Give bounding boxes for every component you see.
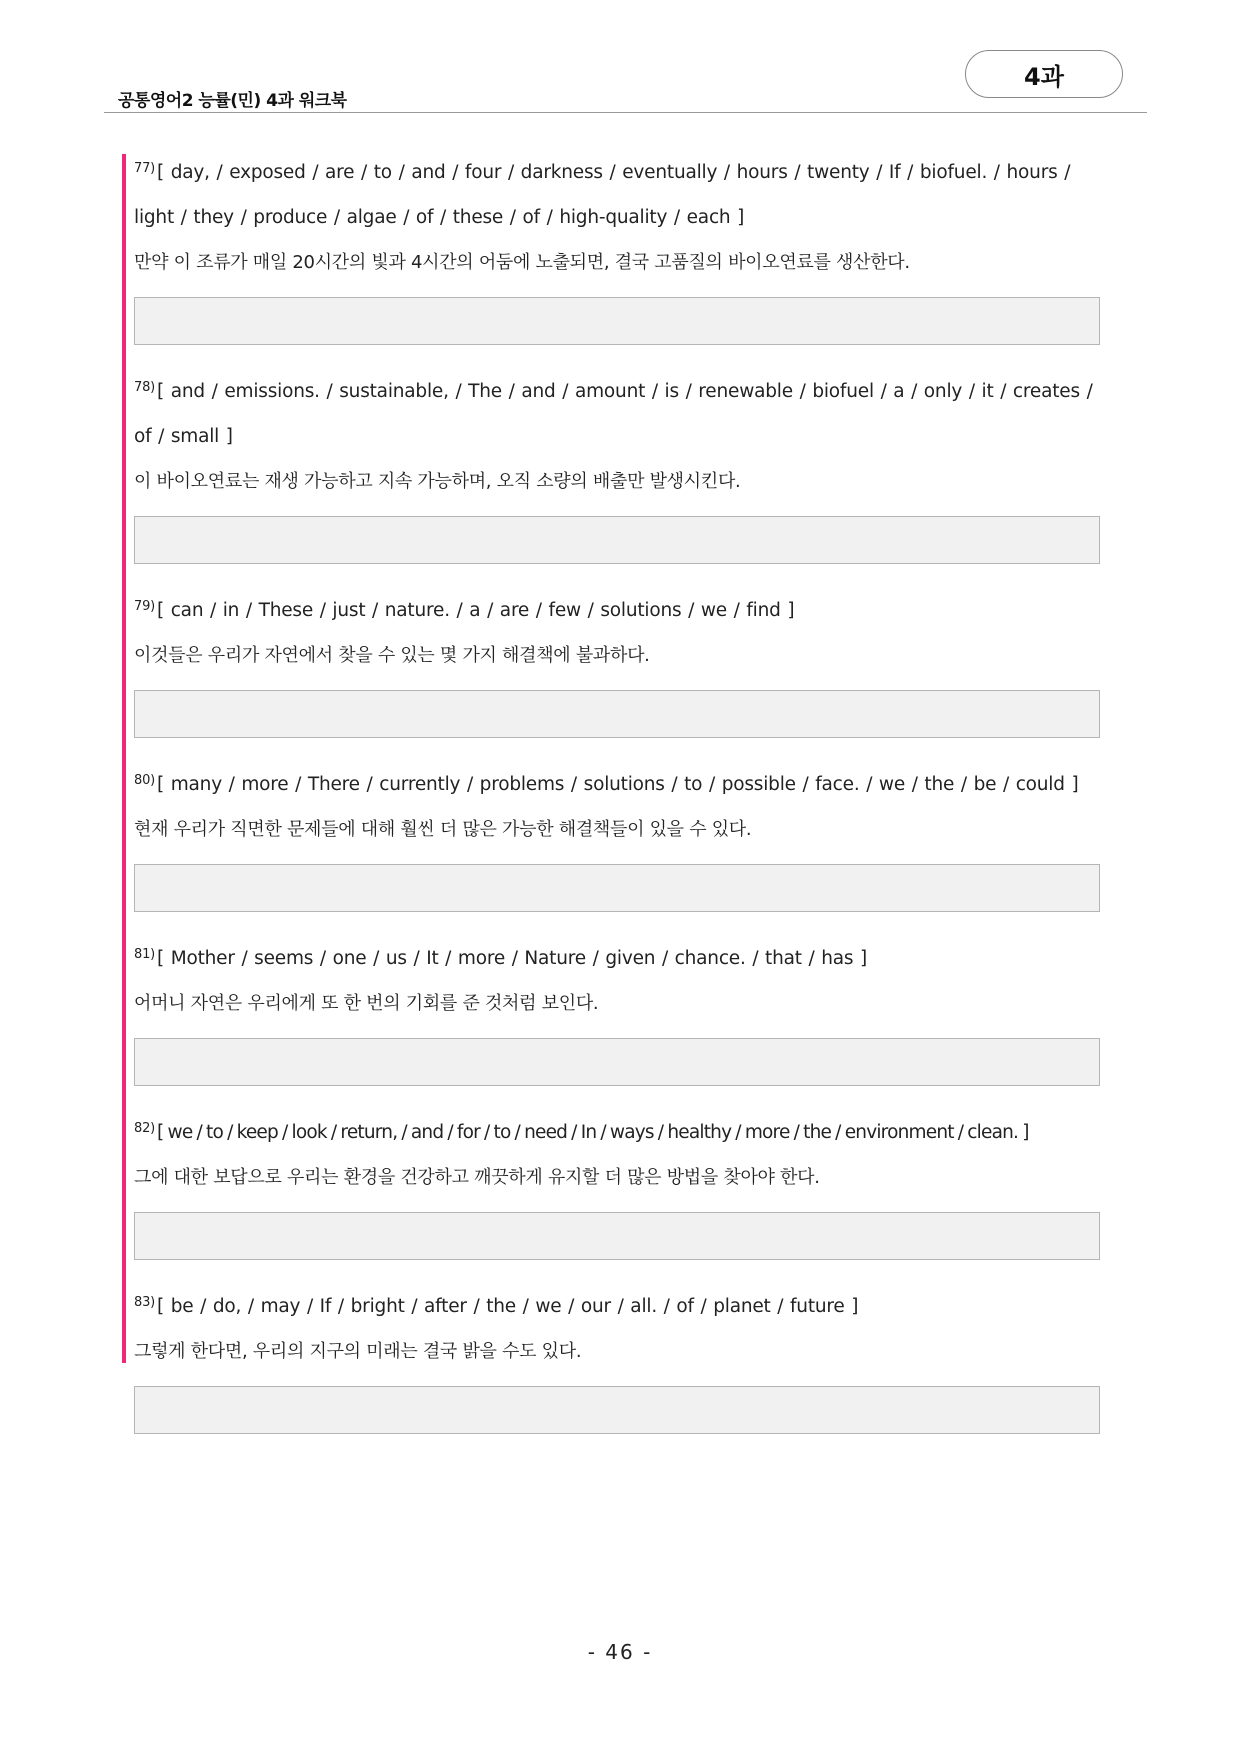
scrambled-words: [ Mother / seems / one / us / It / more / Nature / given / chance. / that / has ]	[157, 948, 868, 969]
exercise-item-80	[134, 762, 1100, 912]
korean-translation: 그에 대한 보답으로 우리는 환경을 건강하고 깨끗하게 유지할 더 많은 방법을 찾아야 한다.	[134, 1167, 820, 1188]
exercise-item-78	[134, 369, 1100, 564]
question-number: 81)	[134, 947, 156, 962]
korean-translation: 만약 이 조류가 매일 20시간의 빛과 4시간의 어둠에 노출되면, 결국 고품질의 바이오연료를 생산한다.	[134, 252, 910, 273]
korean-translation: 이 바이오연료는 재생 가능하고 지속 가능하며, 오직 소량의 배출만 발생시킨다.	[134, 471, 741, 492]
answer-box[interactable]	[134, 1212, 1100, 1260]
word-scramble-prompt	[134, 936, 1100, 981]
korean-translation: 현재 우리가 직면한 문제들에 대해 훨씬 더 많은 가능한 해결책들이 있을 수 있다.	[134, 819, 752, 840]
exercise-item-82	[134, 1110, 1100, 1260]
question-number: 80)	[134, 773, 156, 788]
exercise-item-79	[134, 588, 1100, 738]
scrambled-words: [ day, / exposed / are / to / and / four / darkness / eventually / hours / twenty / If / biofuel. / hours / light / they / produce / algae / of / these / of / high-quality / each ]	[134, 162, 1071, 228]
exercise-item-83	[134, 1284, 1100, 1434]
page-number: - 46 -	[587, 1640, 653, 1664]
korean-translation: 이것들은 우리가 자연에서 찾을 수 있는 몇 가지 해결책에 불과하다.	[134, 645, 650, 666]
answer-box[interactable]	[134, 690, 1100, 738]
answer-box[interactable]	[134, 1386, 1100, 1434]
korean-translation: 그렇게 한다면, 우리의 지구의 미래는 결국 밝을 수도 있다.	[134, 1341, 582, 1362]
scrambled-words: [ be / do, / may / If / bright / after / the / we / our / all. / of / planet / future ]	[157, 1296, 859, 1317]
workbook-title: 공통영어2 능률(민) 4과 워크북	[118, 91, 347, 111]
word-scramble-prompt	[134, 588, 1100, 633]
answer-box[interactable]	[134, 864, 1100, 912]
question-number: 77)	[134, 161, 156, 176]
accent-bar	[122, 154, 126, 1363]
lesson-badge: 4과	[965, 50, 1123, 98]
exercise-list	[134, 150, 1100, 1458]
scrambled-words: [ we / to / keep / look / return, / and / for / to / need / In / ways / healthy / more / the / environment / clean. ]	[157, 1122, 1029, 1143]
word-scramble-prompt	[134, 150, 1100, 240]
question-number: 78)	[134, 380, 156, 395]
word-scramble-prompt	[134, 762, 1100, 807]
answer-box[interactable]	[134, 516, 1100, 564]
header-divider	[104, 112, 1147, 113]
answer-box[interactable]	[134, 297, 1100, 345]
exercise-item-81	[134, 936, 1100, 1086]
question-number: 82)	[134, 1121, 156, 1136]
scrambled-words: [ can / in / These / just / nature. / a / are / few / solutions / we / find ]	[157, 600, 795, 621]
exercise-item-77	[134, 150, 1100, 345]
scrambled-words: [ and / emissions. / sustainable, / The / and / amount / is / renewable / biofuel / a / only / it / creates / of / small ]	[134, 381, 1093, 447]
word-scramble-prompt	[134, 1110, 1100, 1155]
scrambled-words: [ many / more / There / currently / problems / solutions / to / possible / face. / we / the / be / could ]	[157, 774, 1079, 795]
answer-box[interactable]	[134, 1038, 1100, 1086]
word-scramble-prompt	[134, 369, 1100, 459]
question-number: 79)	[134, 599, 156, 614]
question-number: 83)	[134, 1295, 156, 1310]
korean-translation: 어머니 자연은 우리에게 또 한 번의 기회를 준 것처럼 보인다.	[134, 993, 599, 1014]
word-scramble-prompt	[134, 1284, 1100, 1329]
